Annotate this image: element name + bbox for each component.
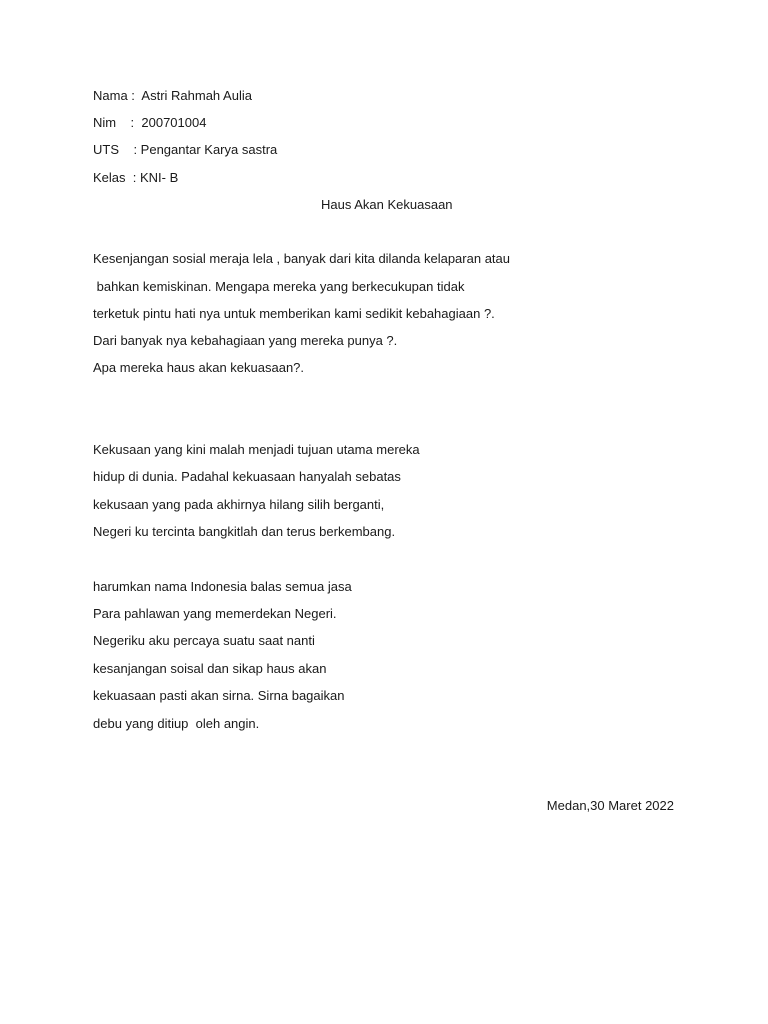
stanza2-line-4: Negeri ku tercinta bangkitlah dan terus berkembang.: [93, 524, 396, 539]
stanza1-line-3: terketuk pintu hati nya untuk memberikan kami sedikit kebahagiaan ?.: [93, 306, 495, 321]
stanza1-line-1: Kesenjangan sosial meraja lela , banyak dari kita dilanda kelaparan atau: [93, 251, 510, 266]
stanza3-line-4: kesanjangan soisal dan sikap haus akan: [93, 661, 327, 676]
header-uts: UTS : Pengantar Karya sastra: [93, 142, 278, 157]
poem-title: Haus Akan Kekuasaan: [321, 197, 453, 212]
stanza3-line-1: harumkan nama Indonesia balas semua jasa: [93, 579, 352, 594]
stanza2-line-3: kekusaan yang pada akhirnya hilang silih berganti,: [93, 497, 385, 512]
header-nama: Nama : Astri Rahmah Aulia: [93, 88, 252, 103]
stanza3-line-3: Negeriku aku percaya suatu saat nanti: [93, 633, 315, 648]
stanza2-line-2: hidup di dunia. Padahal kekuasaan hanyalah sebatas: [93, 469, 401, 484]
stanza1-line-5: Apa mereka haus akan kekuasaan?.: [93, 360, 305, 375]
stanza3-line-2: Para pahlawan yang memerdekan Negeri.: [93, 606, 337, 621]
stanza1-line-4: Dari banyak nya kebahagiaan yang mereka punya ?.: [93, 333, 398, 348]
header-nim: Nim : 200701004: [93, 115, 207, 130]
stanza3-line-6: debu yang ditiup oleh angin.: [93, 716, 260, 731]
header-kelas: Kelas : KNI- B: [93, 170, 179, 185]
stanza3-line-5: kekuasaan pasti akan sirna. Sirna bagaikan: [93, 688, 345, 703]
stanza1-line-2: bahkan kemiskinan. Mengapa mereka yang berkecukupan tidak: [93, 279, 465, 294]
place-date: Medan,30 Maret 2022: [546, 798, 674, 813]
stanza2-line-1: Kekusaan yang kini malah menjadi tujuan utama mereka: [93, 442, 420, 457]
